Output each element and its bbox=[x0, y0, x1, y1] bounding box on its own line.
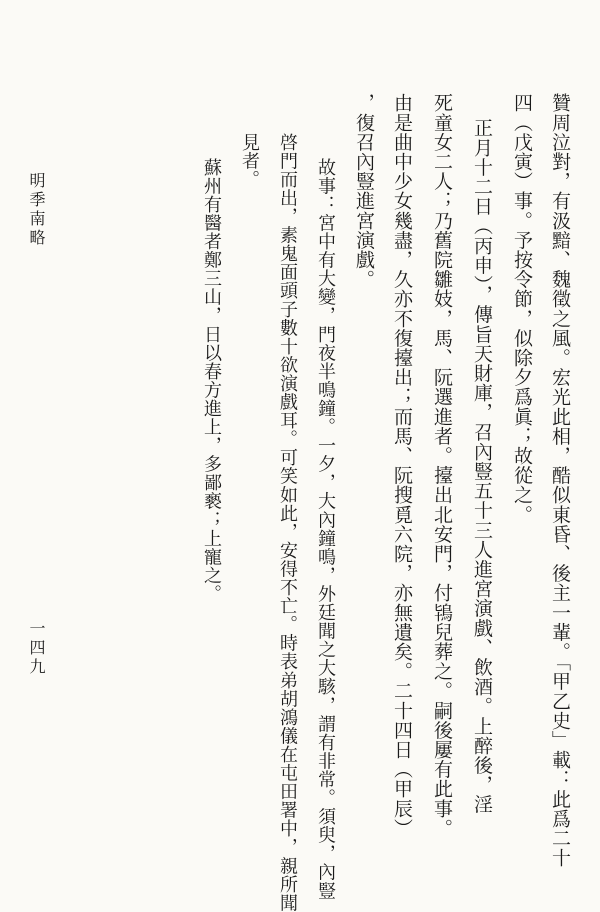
text-column-10: 蘇州有醫者鄭三山，日以春方進上，多鄙褻；上寵之。 bbox=[201, 158, 222, 604]
text-column-4: 死童女二人；乃舊院雛妓，馬、阮選進者。擡出北安門，付鴇兒葬之。嗣後屢有此事。 bbox=[431, 93, 453, 838]
text-column-1: 贊周泣對，有汲黯、魏徵之風。宏光此相，酷似東昏、後主一輩。「甲乙史」載：此爲二十 bbox=[549, 93, 571, 868]
text-column-3: 正月十二日（丙申），傳旨天財庫，召內豎五十三人進宮演戲、飲酒。上醉後，淫 bbox=[471, 118, 493, 815]
text-column-5: 由是曲中少女幾盡，久亦不復擡出；而馬、阮搜覓六院，亦無遺矣。二十四日（甲辰） bbox=[391, 93, 413, 838]
text-column-9: 見者。 bbox=[239, 133, 260, 189]
text-column-6: ，復召內豎進宮演戲。 bbox=[353, 93, 375, 289]
text-column-8: 啓門而出，素鬼面頭子數十欲演戲耳。可笑如此，安得不亡。時表弟胡鴻儀在屯田署中，親所聞 bbox=[277, 133, 298, 912]
running-title: 明季南略 bbox=[27, 172, 46, 248]
page-number: 一四九 bbox=[27, 620, 46, 677]
text-column-2: 四（戊寅）事。予按令節，似除夕爲眞；故從之。 bbox=[511, 93, 533, 525]
text-column-7: 故事：宮中有大變，門夜半鳴鐘。一夕，大內鐘鳴，外廷聞之大駭，謂有非常。須臾，內豎 bbox=[315, 158, 336, 900]
